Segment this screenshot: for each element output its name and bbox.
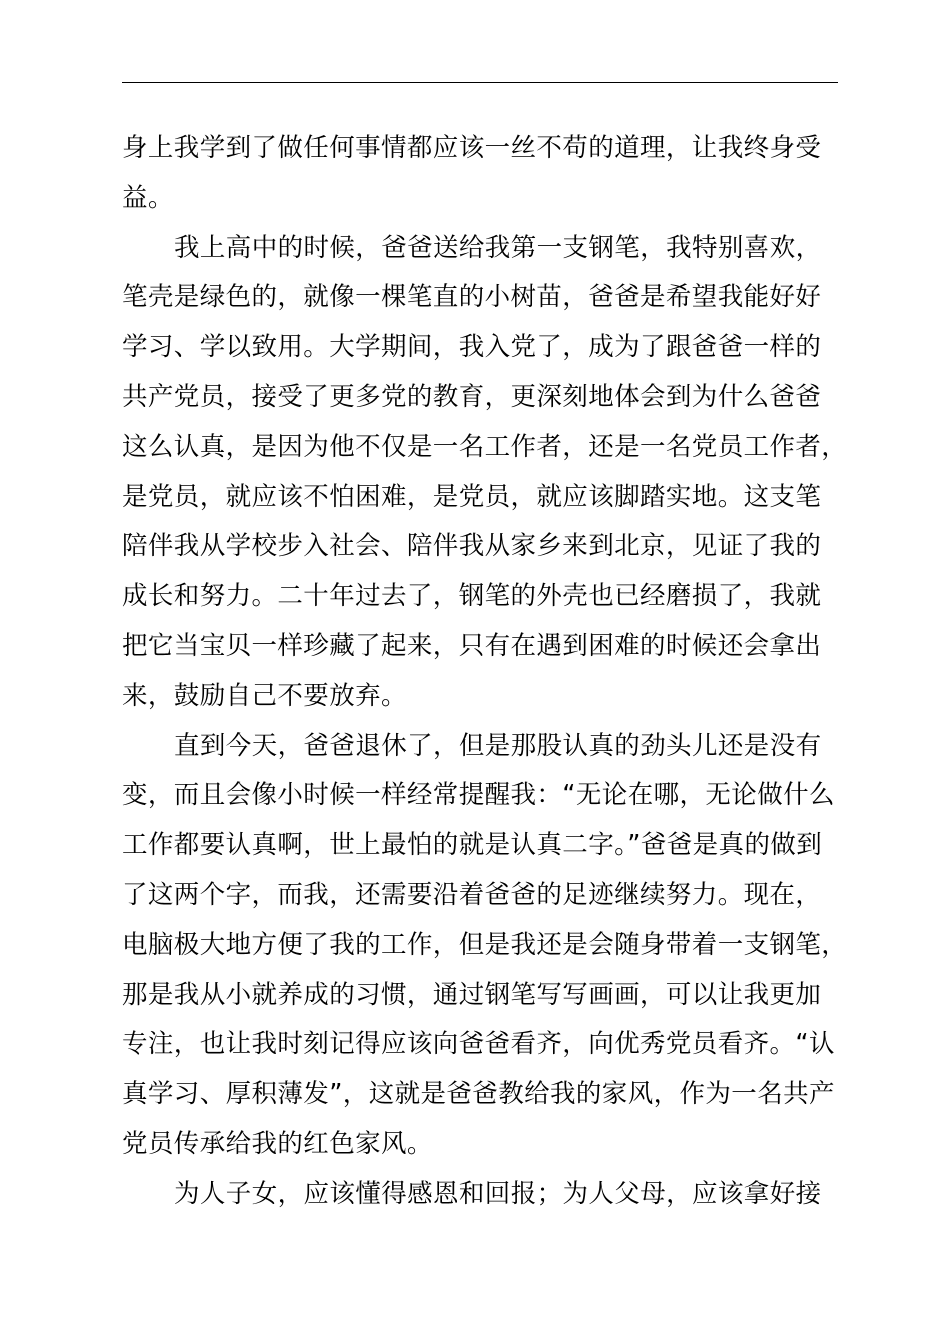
text-line: 是党员，就应该不怕困难，是党员，就应该脚踏实地。这支笔	[122, 481, 822, 512]
text-line: 电脑极大地方便了我的工作，但是我还是会随身带着一支钢笔，	[122, 929, 848, 960]
text-line: 身上我学到了做任何事情都应该一丝不苟的道理，让我终身受	[122, 133, 822, 163]
text-line: 我上高中的时候，爸爸送给我第一支钢笔，我特别喜欢，	[174, 232, 822, 263]
text-line: 陪伴我从学校步入社会、陪伴我从家乡来到北京，见证了我的	[122, 531, 822, 562]
text-line: 变，而且会像小时候一样经常提醒我：“无论在哪，无论做什么	[122, 780, 835, 811]
text-line: 党员传承给我的红色家风。	[122, 1128, 433, 1159]
text-line: 了这两个字，而我，还需要沿着爸爸的足迹继续努力。现在，	[122, 879, 822, 910]
text-line: 学习、学以致用。大学期间，我入党了，成为了跟爸爸一样的	[122, 332, 822, 363]
text-line: 专注，也让我时刻记得应该向爸爸看齐，向优秀党员看齐。“认	[122, 1029, 835, 1060]
body-text	[122, 124, 862, 1220]
text-line: 那是我从小就养成的习惯，通过钢笔写写画画，可以让我更加	[122, 979, 822, 1010]
text-line: 这么认真，是因为他不仅是一名工作者，还是一名党员工作者，	[122, 431, 848, 462]
text-line: 成长和努力。二十年过去了，钢笔的外壳也已经磨损了，我就	[122, 581, 822, 612]
text-line: 工作都要认真啊，世上最怕的就是认真二字。”爸爸是真的做到	[122, 830, 823, 861]
text-line: 笔壳是绿色的，就像一棵笔直的小树苗，爸爸是希望我能好好	[122, 282, 822, 313]
text-line: 为人子女，应该懂得感恩和回报；为人父母，应该拿好接	[174, 1178, 822, 1209]
text-line: 益。	[122, 182, 174, 213]
text-line: 真学习、厚积薄发”，这就是爸爸教给我的家风，作为一名共产	[122, 1079, 835, 1110]
text-line: 把它当宝贝一样珍藏了起来，只有在遇到困难的时候还会拿出	[122, 630, 822, 661]
header-rule	[122, 82, 838, 83]
text-line: 直到今天，爸爸退休了，但是那股认真的劲头儿还是没有	[174, 730, 822, 761]
text-line: 来，鼓励自己不要放弃。	[122, 680, 407, 711]
text-line: 共产党员，接受了更多党的教育，更深刻地体会到为什么爸爸	[122, 381, 822, 412]
